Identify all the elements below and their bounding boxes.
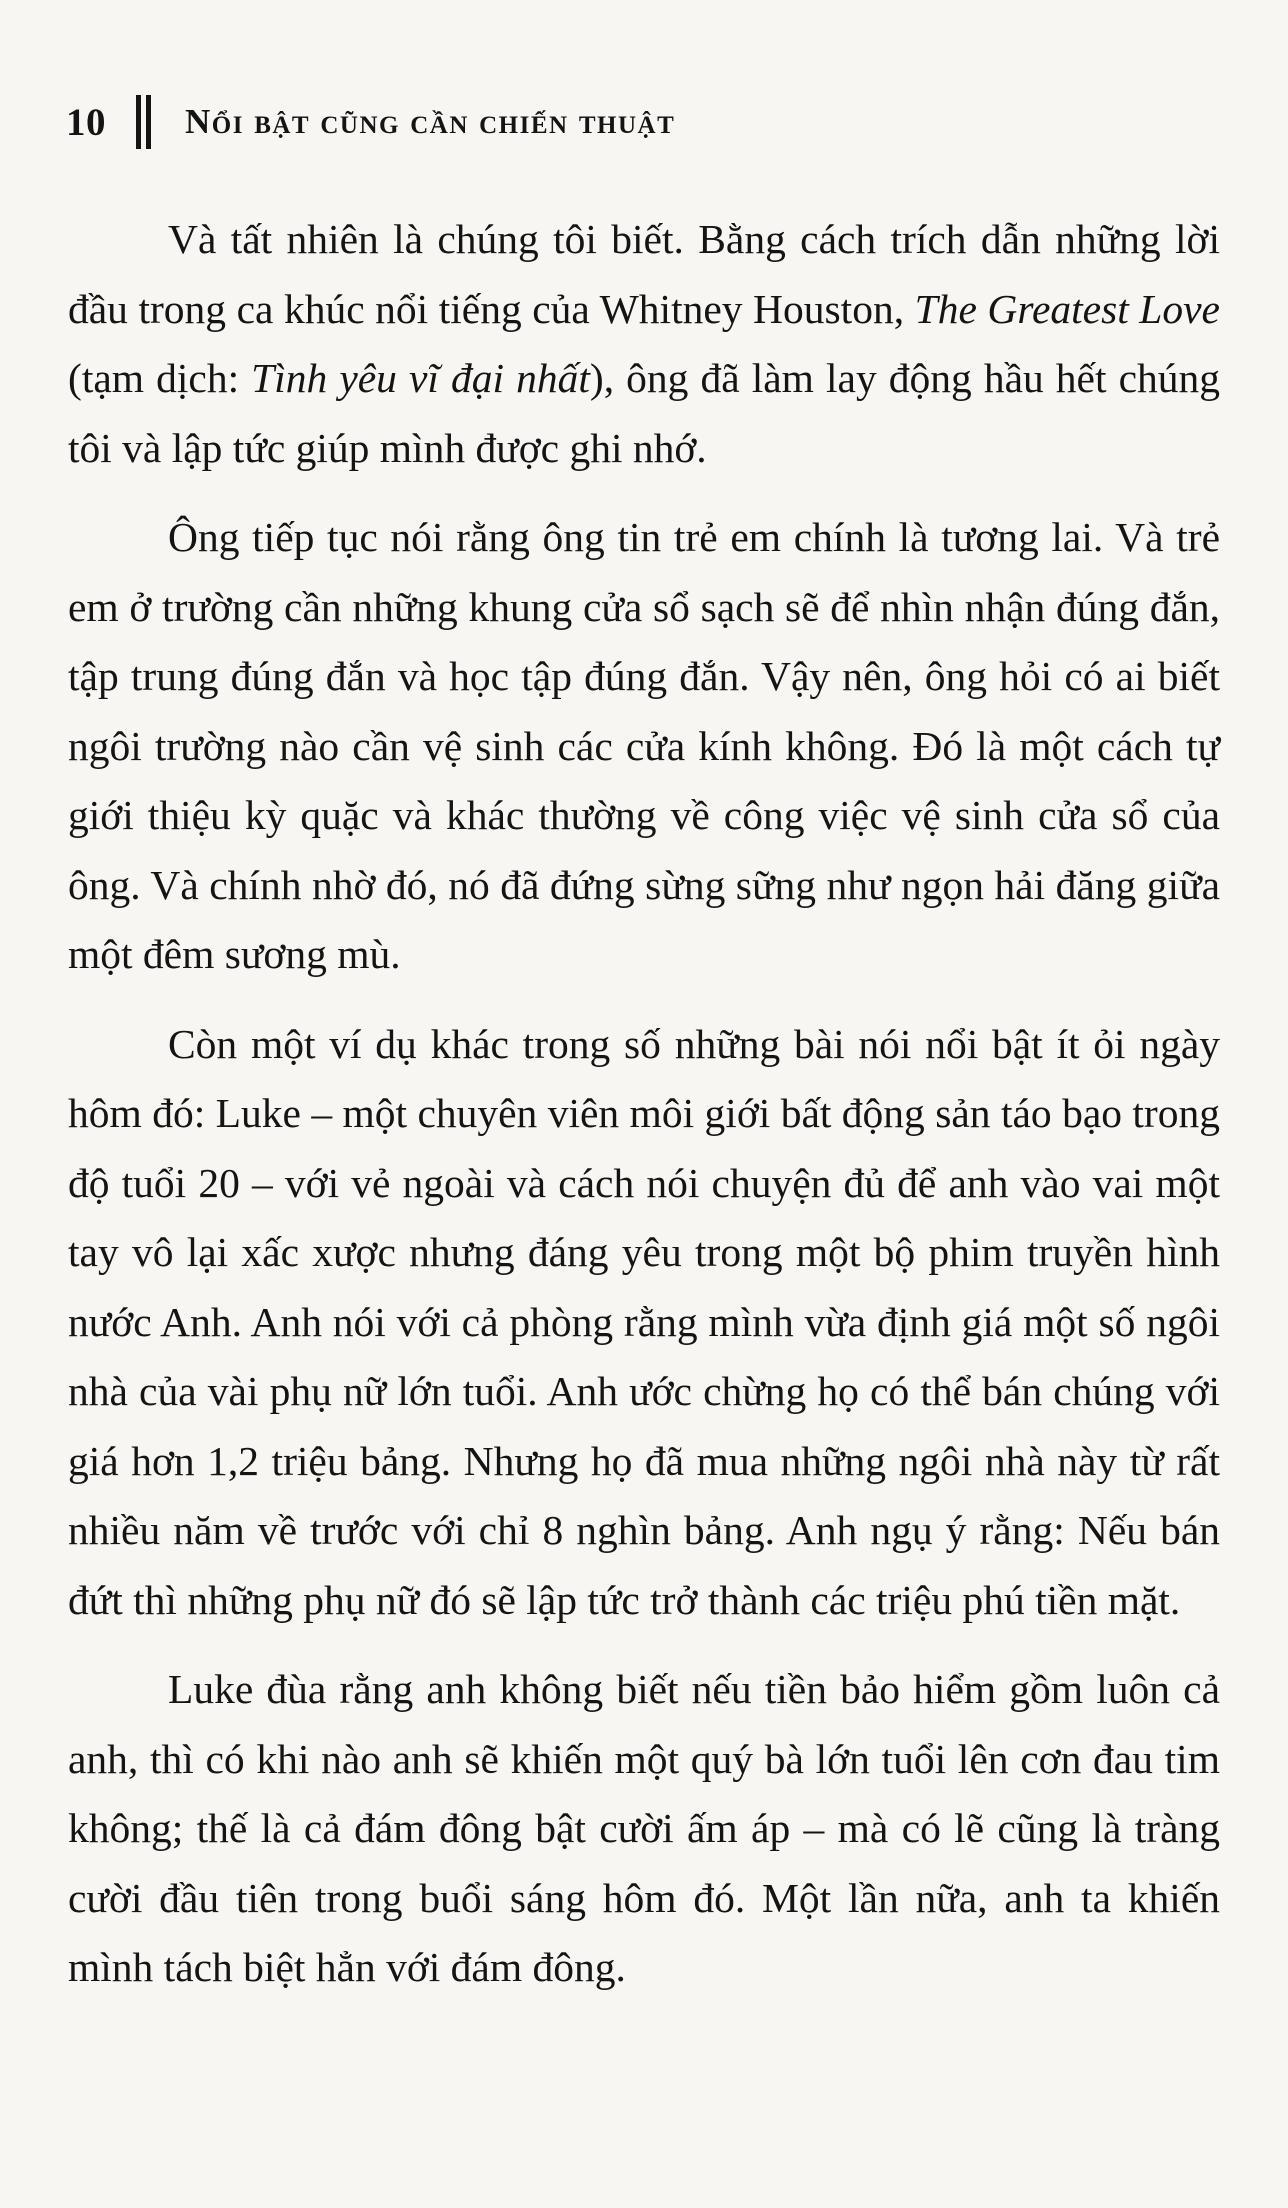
paragraph-1-part-1: Và tất nhiên là chúng tôi biết. Bằng cách trích dẫn những lời đầu trong ca khúc nổi tiếng của Whitney Houston, — [68, 216, 1220, 332]
paragraph-1-part-2: (tạm dịch: — [68, 355, 252, 401]
song-title: The Greatest Love — [914, 285, 1220, 332]
book-title: Nổi bật cũng cần chiến thuật — [185, 102, 676, 141]
paragraph-1-part-3: ), ông đã làm lay động hầu hết chúng tôi và lập tức giúp mình được ghi nhớ. — [68, 355, 1220, 471]
double-bar-separator — [136, 95, 151, 149]
song-translation: Tình yêu vĩ đại nhất — [251, 355, 590, 401]
paragraph-1 — [68, 205, 1220, 483]
page-number: 10 — [66, 100, 106, 144]
paragraph-3: Còn một ví dụ khác trong số những bài nói nổi bật ít ỏi ngày hôm đó: Luke – một chuyên viên môi giới bất động sản táo bạo trong độ tuổi 20 – với vẻ ngoài và cách nói chuyện đủ để anh vào vai một tay vô lại xấc xược nhưng đáng yêu trong một bộ phim truyền hình nước Anh. Anh nói với cả phòng rằng mình vừa định giá một số ngôi nhà của vài phụ nữ lớn tuổi. Anh ước chừng họ có thể bán chúng với giá hơn 1,2 triệu bảng. Nhưng họ đã mua những ngôi nhà này từ rất nhiều năm về trước với chỉ 8 nghìn bảng. Anh ngụ ý rằng: Nếu bán đứt thì những phụ nữ đó sẽ lập tức trở thành các triệu phú tiền mặt. — [68, 1020, 1220, 1623]
body-text — [68, 205, 1220, 2023]
paragraph-2: Ông tiếp tục nói rằng ông tin trẻ em chính là tương lai. Và trẻ em ở trường cần những khung cửa sổ sạch sẽ để nhìn nhận đúng đắn, tập trung đúng đắn và học tập đúng đắn. Vậy nên, ông hỏi có ai biết ngôi trường nào cần vệ sinh các cửa kính không. Đó là một cách tự giới thiệu kỳ quặc và khác thường về công việc vệ sinh cửa sổ của ông. Và chính nhờ đó, nó đã đứng sừng sững như ngọn hải đăng giữa một đêm sương mù. — [68, 514, 1220, 977]
running-head — [66, 92, 675, 152]
paragraph-4: Luke đùa rằng anh không biết nếu tiền bảo hiểm gồm luôn cả anh, thì có khi nào anh sẽ khiến một quý bà lớn tuổi lên cơn đau tim không; thế là cả đám đông bật cười ấm áp – mà có lẽ cũng là tràng cười đầu tiên trong buổi sáng hôm đó. Một lần nữa, anh ta khiến mình tách biệt hẳn với đám đông. — [68, 1666, 1220, 1990]
